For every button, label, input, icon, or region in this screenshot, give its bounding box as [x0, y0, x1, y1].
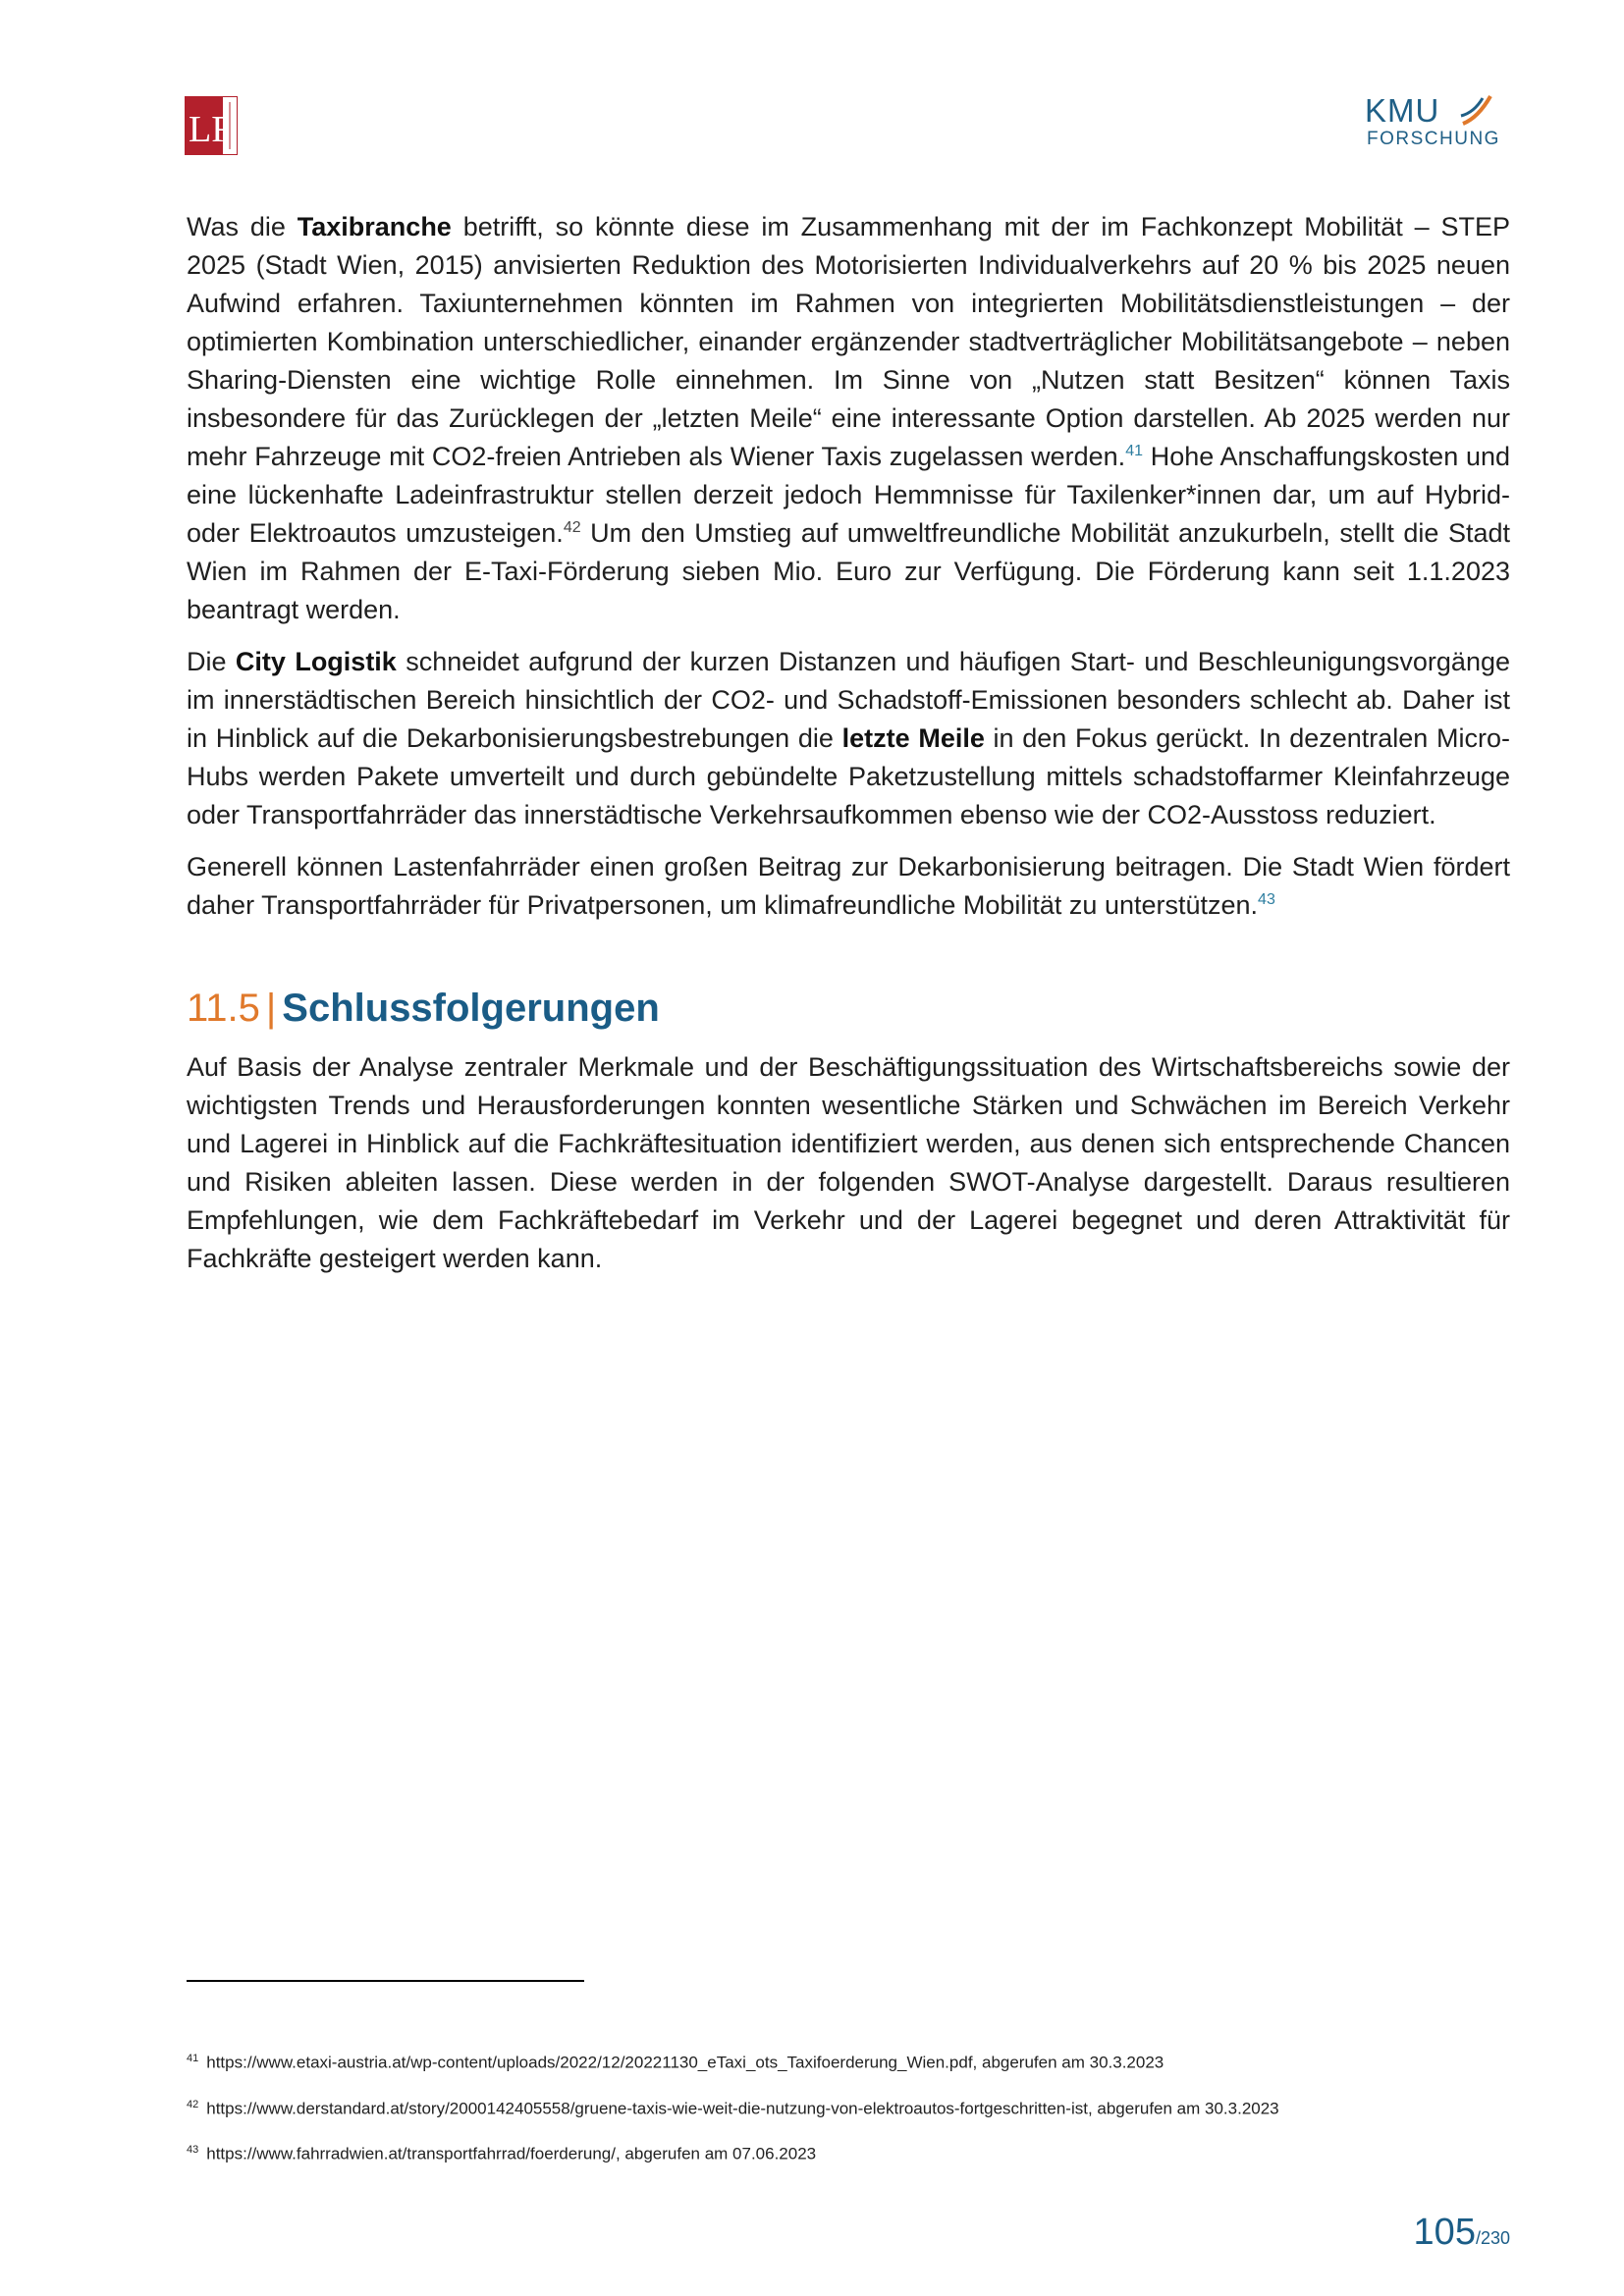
footnotes [187, 2048, 1510, 2185]
section-separator: | [265, 987, 277, 1030]
footnote-ref[interactable]: 43 [1258, 891, 1275, 908]
bold-term: City Logistik [235, 647, 397, 676]
paragraph-lastenfahrraeder: Generell können Lastenfahrräder einen großen Beitrag zur Dekarbonisierung beitragen. Die Stadt Wien fördert daher Transportfahrräder für Privatpersonen, um klimafreundliche Mobilität zu unterstützen.$^{43}$ [187, 852, 1510, 920]
footnote-ref[interactable]: 41 [1125, 443, 1143, 459]
footnote-link[interactable]: https://www.etaxi-austria.at/wp-content/uploads/2022/12/20221130_eTaxi_ots_Taxifoerderung_Wien.pdf, abgerufen am 30.3.2023 [206, 2053, 1164, 2072]
paragraph-schlussfolgerungen: Auf Basis der Analyse zentraler Merkmale und der Beschäftigungssituation des Wirtschaftsbereichs sowie der wichtigsten Trends und Herausforderungen konnten wesentliche Stärken und Schwächen im Bereich Verkehr und Lagerei in Hinblick auf die Fachkräftesituation identifiziert werden, aus denen sich entsprechende Chancen und Risiken ableiten lassen. Diese werden in der folgenden SWOT-Analyse dargestellt. Daraus resultieren Empfehlungen, wie dem Fachkräftebedarf im Verkehr und der Lagerei begegnet und deren Attraktivität für Fachkräfte gesteigert werden kann. [187, 1052, 1510, 1273]
paragraph-taxibranche: Was die Taxibranche betrifft, so könnte diese im Zusammenhang mit der im Fachkonzept Mobilität – STEP 2025 (Stadt Wien, 2015) anvisierten Reduktion des Motorisierten Individualverkehrs auf 20 % bis 2025 neuen Aufwind erfahren. Taxiunternehmen könnten im Rahmen von integrierten Mobilitätsdienstleistungen – der optimierten Kombination unterschiedlicher, einander ergänzender stadtverträglicher Mobilitätsangebote – neben Sharing-Diensten eine wichtige Rolle einnehmen. Im Sinne von „Nutzen statt Besitzen“ können Taxis insbesondere für das Zurücklegen der „letzten Meile“ eine interessante Option darstellen. Ab 2025 werden nur mehr Fahrzeuge mit CO2-freien Antrieben als Wiener Taxis zugelassen werden.$^{41}$ Hohe Anschaffungskosten und eine lückenhafte Ladeinfrastruktur stellen derzeit jedoch Hemmnisse für Taxilenker*innen dar, um auf Hybrid-oder Elektroautos umzusteigen.$^{42}$ Um den Umstieg auf umweltfreundliche Mobilität anzukurbeln, stellt die Stadt Wien im Rahmen der E-Taxi-Förderung sieben Mio. Euro zur Verfügung. Die Förderung kann seit 1.1.2023 beantragt werden. [187, 212, 1511, 624]
kmu-forschung-logo [1365, 92, 1500, 155]
footnote-link[interactable]: https://www.fahrradwien.at/transportfahrrad/foerderung/, abgerufen am 07.06.2023 [206, 2144, 817, 2163]
swoosh-icon [1459, 94, 1494, 128]
footnote-43 [187, 2139, 1510, 2165]
footnote-number: 42 [187, 2098, 199, 2110]
kmu-logo-text: KMU [1365, 92, 1440, 129]
lr-logo [185, 96, 238, 155]
section-title: Schlussfolgerungen [282, 987, 660, 1030]
svg-text:LR: LR [189, 109, 237, 150]
footnote-divider [187, 1980, 584, 1982]
footnote-42 [187, 2094, 1510, 2120]
page-total: /230 [1475, 2228, 1510, 2248]
footnote-number: 41 [187, 2053, 199, 2064]
footnote-link[interactable]: https://www.derstandard.at/story/2000142405558/gruene-taxis-wie-weit-die-nutzung-von-elektroautos-fortgeschritten-ist, abgerufen am 30.3.2023 [206, 2099, 1279, 2118]
page-current: 105 [1413, 2212, 1476, 2253]
footnote-41 [187, 2048, 1510, 2074]
section-heading [187, 984, 1510, 1033]
main-content [187, 208, 1510, 1292]
section-number: 11.5 [187, 987, 260, 1030]
footnote-ref[interactable]: 42 [563, 519, 581, 536]
paragraph-city-logistik: Die City Logistik schneidet aufgrund der kurzen Distanzen und häufigen Start- und Beschleunigungsvorgänge im innerstädtischen Bereich hinsichtlich der CO2- und Schadstoff-Emissionen besonders schlecht ab. Daher ist in Hinblick auf die Dekarbonisierungsbestrebungen die letzte Meile in den Fokus gerückt. In dezentralen Micro-Hubs werden Pakete umverteilt und durch gebündelte Paketzustellung mittels schadstoffarmer Kleinfahrzeuge oder Transportfahrräder das innerstädtische Verkehrsaufkommen ebenso wie der CO2-Ausstoss reduziert. [187, 647, 1511, 829]
footnote-number: 43 [187, 2144, 199, 2157]
bold-term: Taxibranche [297, 212, 452, 241]
page-number [1414, 2212, 1510, 2254]
bold-term: letzte Meile [841, 723, 985, 753]
forschung-logo-text: FORSCHUNG [1367, 129, 1500, 149]
